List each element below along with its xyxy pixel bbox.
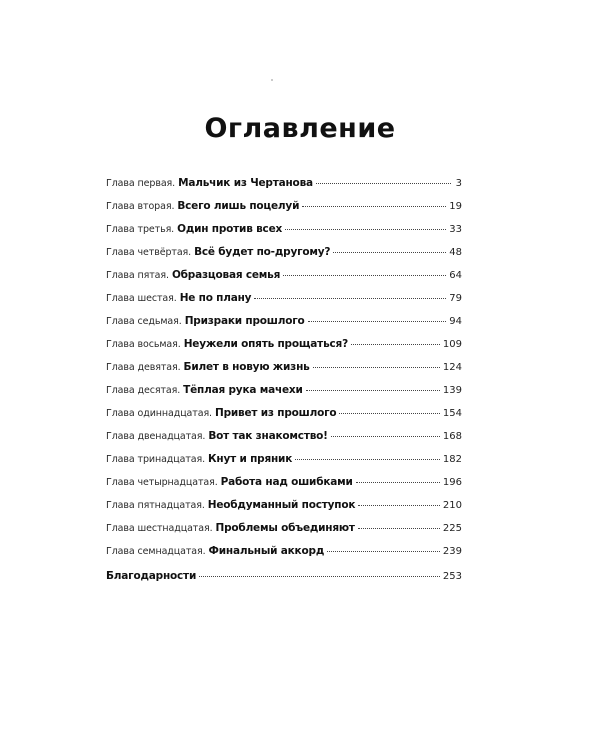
chapter-prefix: Глава шестая. [106,293,177,304]
dot-leader [358,528,440,529]
toc-entry-9[interactable] [106,361,462,384]
chapter-title: Призраки прошлого [184,315,305,327]
chapter-prefix: Глава четвёртая. [106,247,192,258]
page-number: 109 [442,339,462,350]
chapter-prefix: Глава седьмая. [106,316,182,327]
page-number: 196 [442,477,462,488]
page-speck [271,79,273,81]
chapter-title: Мальчик из Чертанова [178,177,313,189]
toc-entry-10[interactable] [106,384,462,407]
chapter-title: Проблемы объединяют [215,522,355,534]
dot-leader [351,344,440,345]
chapter-title: Билет в новую жизнь [183,361,310,373]
chapter-prefix: Глава шестнадцатая. [106,523,213,534]
page-number: 182 [442,454,462,465]
page-number: 154 [442,408,462,419]
toc-entry-15[interactable] [106,499,462,522]
dot-leader [358,505,440,506]
page-number: 33 [449,224,462,235]
chapter-prefix: Глава тринадцатая. [106,454,206,465]
dot-leader [302,206,446,207]
toc-entry-12[interactable] [106,430,462,453]
page-number: 64 [449,270,462,281]
chapter-prefix: Глава семнадцатая. [106,546,206,557]
dot-leader [333,252,446,253]
table-of-contents [106,177,462,593]
chapter-prefix: Глава девятая. [106,362,181,373]
toc-entry-2[interactable] [106,200,462,223]
toc-entry-5[interactable] [106,269,462,292]
page-number: 79 [449,293,462,304]
chapter-title: Образцовая семья [171,269,281,281]
dot-leader [295,459,440,460]
chapter-prefix: Глава первая. [106,178,176,189]
toc-entry-16[interactable] [106,522,462,545]
dot-leader [285,229,446,230]
page-number: 225 [442,523,462,534]
toc-entry-1[interactable] [106,177,462,200]
page-number: 239 [442,546,462,557]
page-number: 48 [449,247,462,258]
chapter-title: Вот так знакомство! [208,430,328,442]
page-number: 3 [455,178,462,189]
dot-leader [283,275,446,276]
chapter-prefix: Глава одиннадцатая. [106,408,212,419]
chapter-prefix: Глава двенадцатая. [106,431,206,442]
chapter-prefix: Глава четырнадцатая. [106,477,218,488]
chapter-title: Всего лишь поцелуй [177,200,300,212]
dot-leader [313,367,440,368]
dot-leader [254,298,446,299]
chapter-title: Финальный аккорд [208,545,325,557]
dot-leader [316,183,451,184]
chapter-prefix: Глава третья. [106,224,175,235]
chapter-title: Необдуманный поступок [207,499,356,511]
chapter-title: Привет из прошлого [214,407,337,419]
dot-leader [306,390,440,391]
chapter-title: Кнут и пряник [208,453,293,465]
chapter-title: Всё будет по-другому? [194,246,331,258]
toc-entry-7[interactable] [106,315,462,338]
toc-entry-8[interactable] [106,338,462,361]
chapter-title: Тёплая рука мачехи [183,384,303,396]
chapter-title: Один против всех [177,223,283,235]
dot-leader [327,551,440,552]
dot-leader [308,321,447,322]
page-number: 19 [449,201,462,212]
toc-entry-14[interactable] [106,476,462,499]
chapter-prefix: Глава пятнадцатая. [106,500,205,511]
page-number: 210 [442,500,462,511]
toc-entry-6[interactable] [106,292,462,315]
page-number: 94 [449,316,462,327]
dot-leader [331,436,440,437]
dot-leader [199,576,440,577]
chapter-prefix: Глава восьмая. [106,339,181,350]
dot-leader [339,413,440,414]
chapter-title: Неужели опять прощаться? [183,338,348,350]
page-number: 124 [442,362,462,373]
dot-leader [356,482,440,483]
toc-entry-17[interactable] [106,545,462,568]
chapter-prefix: Глава десятая. [106,385,181,396]
toc-entry-3[interactable] [106,223,462,246]
chapter-title: Работа над ошибками [220,476,353,488]
page-number: 139 [442,385,462,396]
acknowledgements-title: Благодарности [106,570,197,582]
page-number: 168 [442,431,462,442]
toc-entry-4[interactable] [106,246,462,269]
chapter-title: Не по плану [179,292,252,304]
chapter-prefix: Глава вторая. [106,201,175,212]
chapter-prefix: Глава пятая. [106,270,169,281]
toc-entry-13[interactable] [106,453,462,476]
toc-entry-acknowledgements[interactable] [106,570,462,593]
page-title: Оглавление [204,113,396,144]
page-number: 253 [442,571,462,582]
toc-entry-11[interactable] [106,407,462,430]
